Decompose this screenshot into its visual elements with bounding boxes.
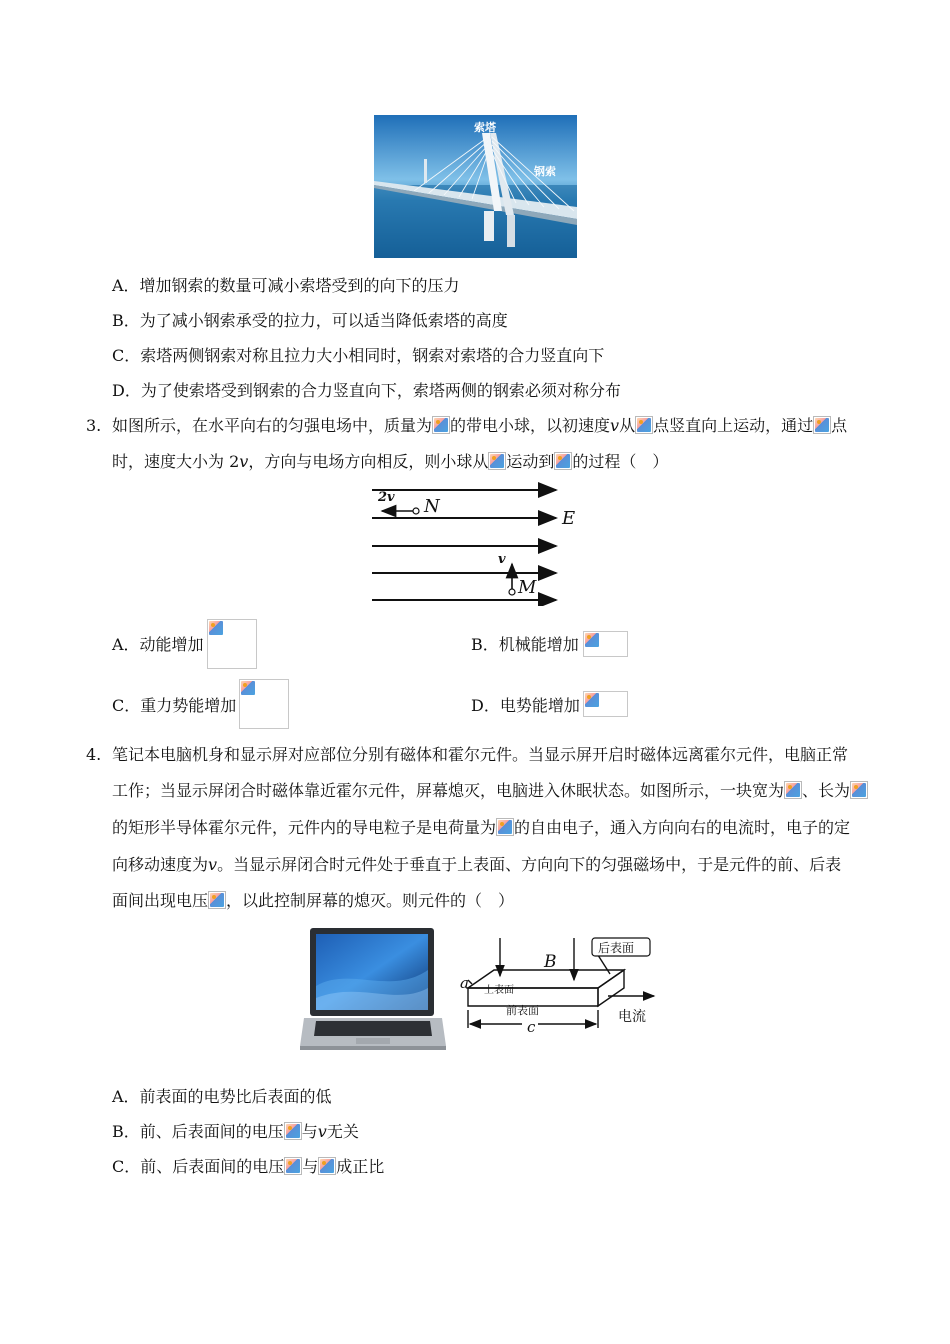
q3-option-d [471, 696, 580, 716]
laptop-icon [300, 926, 448, 1054]
hall-label-c: c [527, 1018, 536, 1036]
hall-element-figure [458, 936, 658, 1046]
hall-label-a: a [460, 974, 469, 992]
q4-stem-line3 [112, 818, 850, 838]
q4-text: 的矩形半导体霍尔元件，元件内的导电粒子是电荷量为 [112, 818, 497, 837]
hall-label-top: 上表面 [484, 985, 514, 996]
formula-image-icon [813, 416, 831, 434]
q3-option-c-image [239, 679, 289, 729]
q4-var-v: v [317, 1122, 327, 1141]
q4-option-a: A．前表面的电势比后表面的低 [112, 1087, 332, 1106]
q3-var-v: v [239, 452, 249, 471]
bridge-photo [374, 115, 577, 258]
bridge-illustration [374, 115, 577, 258]
laptop-illustration [300, 926, 448, 1054]
formula-image-icon [496, 818, 514, 836]
q3-label-2v: 2v [378, 490, 395, 505]
q3-text: 点竖直向上运动，通过 [653, 416, 814, 435]
q4-option-b-text: 无关 [326, 1122, 359, 1141]
q3-option-b-text: B．机械能增加 [471, 635, 579, 654]
q4-stem-line2 [112, 781, 868, 801]
formula-image-icon [635, 416, 653, 434]
hall-label-current: 电流 [618, 1009, 646, 1025]
q3-text: 时，速度大小为 2 [112, 452, 240, 471]
formula-image-icon [784, 781, 802, 799]
formula-image-icon [432, 416, 450, 434]
q3-stem-line1 [112, 416, 847, 436]
q3-option-a [112, 635, 204, 655]
q4-option-c [112, 1157, 384, 1177]
q3-text: 的带电小球，以初速度 [450, 416, 611, 435]
formula-image-icon [284, 1122, 302, 1140]
q4-option-b-text: B．前、后表面间的电压 [112, 1122, 284, 1141]
formula-image-icon [584, 632, 602, 650]
q4-option-c-text: 与 [302, 1157, 319, 1176]
q3-option-b-image [583, 631, 628, 657]
q4-text: 的自由电子，通入方向向右的电流时，电子的定 [514, 818, 851, 837]
q4-stem-line4 [112, 855, 841, 875]
q2-option-c: C．索塔两侧钢索对称且拉力大小相同时，钢索对索塔的合力竖直向下 [112, 346, 605, 365]
bridge-label-cable: 钢索 [534, 165, 556, 178]
q4-var-v: v [208, 855, 218, 874]
q3-var-v: v [610, 416, 620, 435]
q4-text: 向移动速度为 [112, 855, 209, 874]
bridge-label-tower: 索塔 [474, 121, 496, 134]
formula-image-icon [284, 1157, 302, 1175]
q3-field-figure [366, 480, 586, 606]
q4-text: 。当显示屏闭合时元件处于垂直于上表面、方向向下的匀强磁场中，于是元件的前、后表 [217, 855, 842, 874]
formula-image-icon [318, 1157, 336, 1175]
formula-image-icon [208, 891, 226, 909]
hall-label-back: 后表面 [598, 941, 635, 955]
q3-text: ，方向与电场方向相反，则小球从 [248, 452, 489, 471]
formula-image-icon [208, 620, 226, 638]
q4-text: 工作；当显示屏闭合时磁体靠近霍尔元件，屏幕熄灭，电脑进入休眠状态。如图所示，一块宽为 [112, 781, 785, 800]
formula-image-icon [488, 452, 506, 470]
q4-text: 面间出现电压 [112, 891, 209, 910]
formula-image-icon [584, 692, 602, 710]
electric-field-diagram [366, 480, 586, 606]
q4-stem-line5 [112, 891, 514, 911]
q3-option-d-text: D．电势能增加 [471, 696, 580, 715]
q3-option-c-text: C．重力势能增加 [112, 696, 237, 715]
q3-option-a-image [207, 619, 257, 669]
q3-label-M: M [518, 577, 537, 598]
q3-option-d-image [583, 691, 628, 717]
q3-label-N: N [424, 496, 440, 517]
hall-label-B: B [544, 952, 557, 972]
q2-option-b: B．为了减小钢索承受的拉力，可以适当降低索塔的高度 [112, 311, 508, 330]
q3-option-c [112, 696, 236, 716]
q3-option-a-text: A．动能增加 [112, 635, 204, 654]
q3-text: 如图所示，在水平向右的匀强电场中，质量为 [112, 416, 433, 435]
q2-option-a: A．增加钢索的数量可减小索塔受到的向下的压力 [112, 276, 460, 295]
hall-label-front: 前表面 [506, 1004, 539, 1017]
q3-text: 的过程（ ） [572, 452, 669, 471]
q3-number: 3. [86, 416, 102, 435]
q3-option-b [471, 635, 579, 655]
q4-stem-line1: 笔记本电脑机身和显示屏对应部位分别有磁体和霍尔元件。当显示屏开启时磁体远离霍尔元件，电脑正常 [112, 745, 849, 764]
formula-image-icon [850, 781, 868, 799]
q4-text: ，以此控制屏幕的熄灭。则元件的（ ） [226, 891, 515, 910]
q3-text: 点 [831, 416, 848, 435]
q4-option-b-text: 与 [301, 1122, 318, 1141]
formula-image-icon [554, 452, 572, 470]
q2-option-d: D．为了使索塔受到钢索的合力竖直向下，索塔两侧的钢索必须对称分布 [112, 381, 621, 400]
formula-image-icon [240, 680, 258, 698]
q4-text: 、长为 [802, 781, 851, 800]
q4-option-b [112, 1122, 359, 1142]
q4-number: 4. [86, 745, 102, 764]
q3-label-E: E [562, 508, 576, 529]
q3-text: 运动到 [506, 452, 555, 471]
q3-label-v: v [498, 552, 506, 567]
q3-stem-line2 [112, 452, 668, 472]
q3-text: 从 [619, 416, 636, 435]
q4-option-c-text: C．前、后表面间的电压 [112, 1157, 285, 1176]
q4-option-c-text: 成正比 [336, 1157, 385, 1176]
